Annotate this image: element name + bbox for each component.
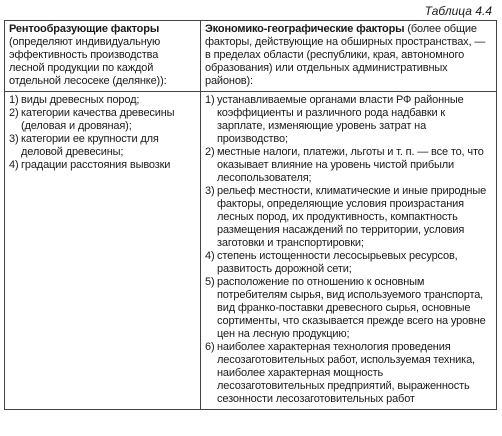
list-item [205, 276, 492, 341]
list-item-number: 2) [9, 107, 19, 119]
right-header-cell [201, 21, 497, 92]
list-item-number: 1) [205, 94, 215, 106]
list-item-text: расположение по отношению к основным потребителям сырья, вид используемого транспорта, вид франко-поставки древесного сырья, основные сортименты, что сказывается прежде всего на уровне цен на лесную продукцию; [217, 276, 486, 340]
right-body-cell [201, 92, 497, 410]
list-item [9, 133, 196, 159]
list-item-number: 3) [205, 185, 215, 197]
list-item [205, 146, 492, 185]
list-item [205, 94, 492, 146]
list-item-number: 2) [205, 146, 215, 158]
table-caption: Таблица 4.4 [424, 4, 492, 18]
right-heading: Экономико-географические факторы [205, 23, 405, 35]
table-body-row [5, 92, 497, 410]
left-header-cell [5, 21, 201, 92]
right-heading-note: (более общие факторы, действующие на обширных пространствах, — в пределах области (республики, края, автономного образования) или отдельных административных районов): [205, 23, 486, 87]
list-item-text: категории ее крупности для деловой древесины; [21, 133, 159, 158]
left-heading: Рентообразующие факторы [9, 23, 160, 35]
left-body-cell [5, 92, 201, 410]
list-item-text: устанавливаемые органами власти РФ районные коэффициенты и различного рода надбавки к зарплате, изменяющие уровень затрат на производство; [217, 94, 464, 145]
table-header-row [5, 21, 497, 92]
list-item [9, 107, 196, 133]
list-item-number: 3) [9, 133, 19, 145]
list-item [205, 250, 492, 276]
list-item [205, 341, 492, 406]
list-item-number: 5) [205, 276, 215, 288]
list-item-text: виды древесных пород; [21, 94, 140, 106]
list-item-text: рельеф местности, климатические и иные природные факторы, определяющие условия произрастания лесных пород, их продуктивность, компактность размещения насаждений по территории, условия заготовки и транспортировки; [217, 185, 487, 249]
list-item-number: 1) [9, 94, 19, 106]
list-item-number: 6) [205, 341, 215, 353]
list-item-text: наиболее характерная технология проведения лесозаготовительных работ, используемая техника, наиболее характерная мощность лесозаготовительных предприятий, выраженность сезонности лесозаготовительных работ [217, 341, 475, 405]
list-item-text: градации расстояния вывозки [21, 159, 171, 171]
left-heading-note: (определяют индивидуальную эффективность производства лесной продукции по каждой отдельной лесосеке (делянке)): [9, 36, 167, 87]
list-item [9, 94, 196, 107]
list-item-number: 4) [9, 159, 19, 171]
list-item-number: 4) [205, 250, 215, 262]
factors-table [4, 20, 497, 410]
list-item-text: местные налоги, платежи, льготы и т. п. — все то, что оказывает влияние на уровень чистой прибыли лесопользователя; [217, 146, 484, 184]
list-item [205, 185, 492, 250]
list-item [9, 159, 196, 172]
list-item-text: степень истощенности лесосырьевых ресурсов, развитость дорожной сети; [217, 250, 458, 275]
list-item-text: категории качества древесины (деловая и дровяная); [21, 107, 175, 132]
